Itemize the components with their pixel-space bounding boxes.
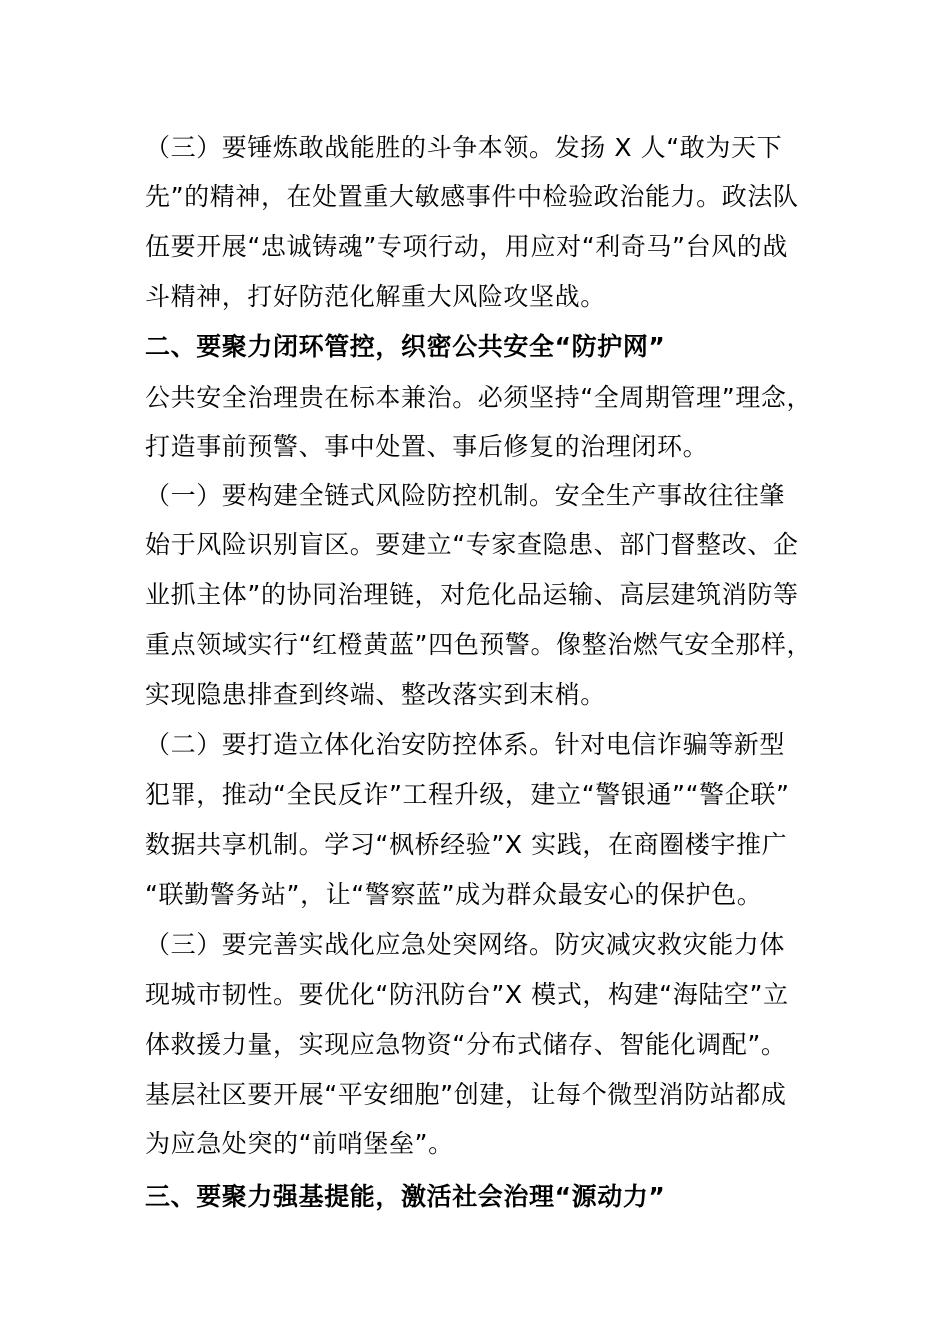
paragraph-line: 体救援力量，实现应急物资“分布式储存、智能化调配”。	[145, 1030, 787, 1059]
paragraph-line: 业抓主体”的协同治理链，对危化品运输、高层建筑消防等	[145, 580, 799, 609]
paragraph-line: “联勤警务站”，让“警察蓝”成为群众最安心的保护色。	[145, 880, 763, 909]
paragraph-line: 斗精神，打好防范化解重大风险攻坚战。	[145, 282, 606, 311]
paragraph-line: 实现隐患排查到终端、整改落实到末梢。	[145, 680, 606, 709]
paragraph-line: （一）要构建全链式风险防控机制。安全生产事故往往肇	[145, 481, 786, 510]
section-heading: 三、要聚力强基提能，激活社会治理“源动力”	[145, 1182, 666, 1211]
paragraph-line: 伍要开展“忠诚铸魂”专项行动，用应对“利奇马”台风的战	[145, 232, 789, 261]
paragraph-line: 基层社区要开展“平安细胞”创建，让每个微型消防站都成	[145, 1080, 787, 1109]
paragraph-line: 始于风险识别盲区。要建立“专家查隐患、部门督整改、企	[145, 530, 799, 559]
paragraph-line: 为应急处突的“前哨堡垒”。	[145, 1129, 454, 1158]
paragraph-line: 打造事前预警、事中处置、事后修复的治理闭环。	[145, 432, 709, 461]
paragraph-line: 犯罪，推动“全民反诈”工程升级，建立“警银通”“警企联”	[145, 780, 790, 809]
paragraph-line: （三）要完善实战化应急处突网络。防灾减灾救灾能力体	[145, 930, 786, 959]
paragraph-line: 重点领域实行“红橙黄蓝”四色预警。像整治燃气安全那样，	[145, 630, 813, 659]
paragraph-line: （三）要锤炼敢战能胜的斗争本领。发扬 X 人“敢为天下	[145, 133, 783, 162]
paragraph-line: （二）要打造立体化治安防控体系。针对电信诈骗等新型	[145, 730, 786, 759]
section-heading: 二、要聚力闭环管控，织密公共安全“防护网”	[145, 332, 666, 361]
paragraph-line: 数据共享机制。学习“枫桥经验”X 实践，在商圈楼宇推广	[145, 830, 788, 859]
paragraph-line: 现城市韧性。要优化“防汛防台”X 模式，构建“海陆空”立	[145, 980, 789, 1009]
paragraph-line: 公共安全治理贵在标本兼治。必须坚持“全周期管理”理念，	[145, 383, 813, 412]
paragraph-line: 先”的精神，在处置重大敏感事件中检验政治能力。政法队	[145, 182, 799, 211]
